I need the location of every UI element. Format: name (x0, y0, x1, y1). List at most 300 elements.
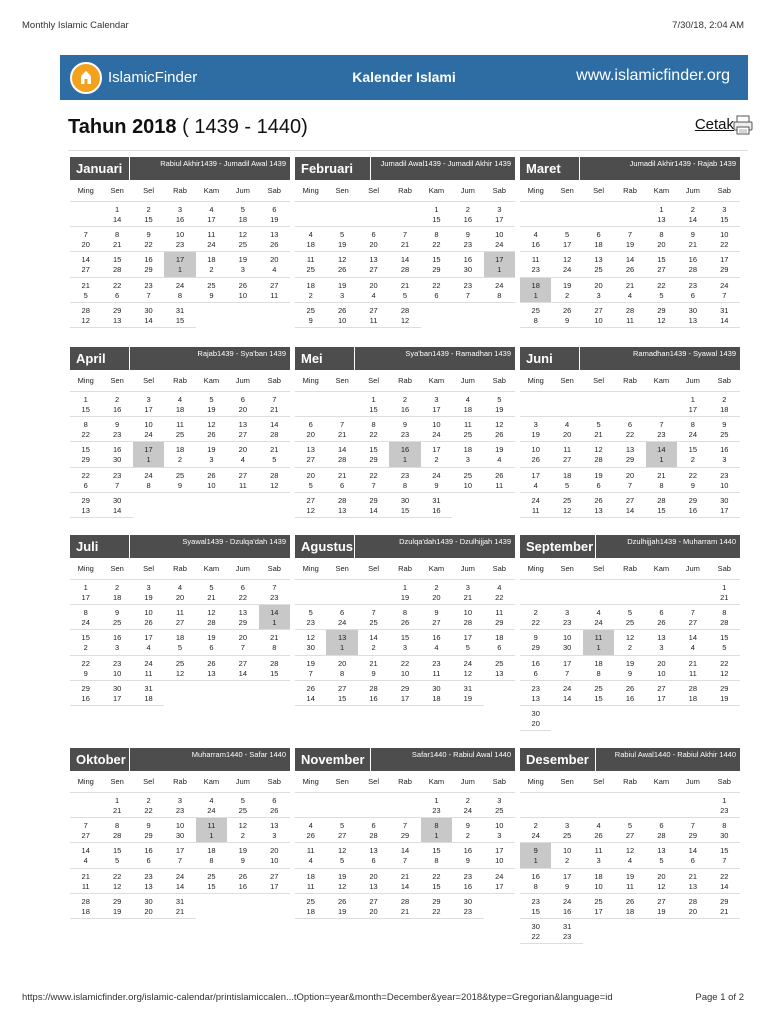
day-cell[interactable] (452, 468, 483, 493)
day-cell[interactable] (326, 894, 357, 919)
day-cell[interactable] (646, 843, 677, 868)
day-cell[interactable] (677, 417, 708, 442)
day-cell[interactable] (101, 202, 132, 227)
day-cell[interactable] (520, 252, 551, 277)
day-cell[interactable] (227, 468, 258, 493)
day-cell[interactable] (295, 818, 326, 843)
day-cell[interactable] (583, 894, 614, 919)
day-cell[interactable] (133, 793, 164, 818)
day-cell[interactable] (551, 442, 582, 467)
day-cell[interactable] (709, 580, 740, 605)
day-cell[interactable] (133, 417, 164, 442)
day-cell[interactable] (452, 252, 483, 277)
day-cell[interactable] (259, 580, 290, 605)
day-cell[interactable] (358, 818, 389, 843)
day-cell[interactable] (164, 818, 195, 843)
day-cell[interactable] (133, 818, 164, 843)
day-cell[interactable] (133, 843, 164, 868)
day-cell[interactable] (259, 843, 290, 868)
day-cell[interactable] (196, 278, 227, 303)
day-cell[interactable] (196, 227, 227, 252)
day-cell[interactable] (646, 442, 677, 467)
day-cell[interactable] (259, 227, 290, 252)
day-cell[interactable] (133, 278, 164, 303)
day-cell[interactable] (259, 468, 290, 493)
day-cell[interactable] (389, 252, 420, 277)
day-cell[interactable] (520, 894, 551, 919)
day-cell[interactable] (70, 303, 101, 328)
day-cell[interactable] (295, 278, 326, 303)
day-cell[interactable] (452, 417, 483, 442)
day-cell[interactable] (295, 468, 326, 493)
day-cell[interactable] (520, 227, 551, 252)
day-cell[interactable] (421, 227, 452, 252)
day-cell[interactable] (421, 656, 452, 681)
day-cell[interactable] (389, 894, 420, 919)
day-cell[interactable] (520, 630, 551, 655)
day-cell[interactable] (164, 442, 195, 467)
day-cell[interactable] (326, 869, 357, 894)
day-cell[interactable] (452, 278, 483, 303)
day-cell[interactable] (709, 493, 740, 518)
day-cell[interactable] (259, 869, 290, 894)
day-cell[interactable] (295, 442, 326, 467)
day-cell[interactable] (227, 605, 258, 630)
day-cell[interactable] (709, 468, 740, 493)
day-cell[interactable] (101, 605, 132, 630)
day-cell[interactable] (421, 818, 452, 843)
day-cell[interactable] (227, 252, 258, 277)
day-cell[interactable] (101, 894, 132, 919)
day-cell[interactable] (133, 202, 164, 227)
day-cell[interactable] (358, 252, 389, 277)
day-cell[interactable] (646, 894, 677, 919)
day-cell[interactable] (709, 227, 740, 252)
day-cell[interactable] (421, 252, 452, 277)
day-cell[interactable] (583, 843, 614, 868)
day-cell[interactable] (358, 630, 389, 655)
day-cell[interactable] (101, 869, 132, 894)
day-cell[interactable] (677, 442, 708, 467)
day-cell[interactable] (358, 442, 389, 467)
day-cell[interactable] (677, 630, 708, 655)
day-cell[interactable] (677, 894, 708, 919)
day-cell[interactable] (101, 303, 132, 328)
day-cell[interactable] (70, 869, 101, 894)
day-cell[interactable] (101, 417, 132, 442)
day-cell[interactable] (259, 818, 290, 843)
day-cell[interactable] (101, 252, 132, 277)
day-cell[interactable] (646, 303, 677, 328)
day-cell[interactable] (358, 894, 389, 919)
day-cell[interactable] (227, 869, 258, 894)
day-cell[interactable] (677, 252, 708, 277)
day-cell[interactable] (421, 468, 452, 493)
day-cell[interactable] (614, 894, 645, 919)
day-cell[interactable] (709, 202, 740, 227)
day-cell[interactable] (196, 869, 227, 894)
day-cell[interactable] (583, 227, 614, 252)
day-cell[interactable] (227, 793, 258, 818)
day-cell[interactable] (133, 468, 164, 493)
day-cell[interactable] (551, 818, 582, 843)
day-cell[interactable] (709, 843, 740, 868)
day-cell[interactable] (421, 580, 452, 605)
day-cell[interactable] (520, 442, 551, 467)
day-cell[interactable] (196, 202, 227, 227)
day-cell[interactable] (614, 227, 645, 252)
day-cell[interactable] (70, 392, 101, 417)
day-cell[interactable] (389, 442, 420, 467)
day-cell[interactable] (133, 442, 164, 467)
day-cell[interactable] (164, 894, 195, 919)
day-cell[interactable] (520, 843, 551, 868)
day-cell[interactable] (614, 869, 645, 894)
day-cell[interactable] (70, 278, 101, 303)
day-cell[interactable] (583, 442, 614, 467)
day-cell[interactable] (164, 656, 195, 681)
day-cell[interactable] (70, 681, 101, 706)
day-cell[interactable] (227, 417, 258, 442)
day-cell[interactable] (259, 202, 290, 227)
day-cell[interactable] (70, 493, 101, 518)
day-cell[interactable] (520, 417, 551, 442)
day-cell[interactable] (709, 278, 740, 303)
day-cell[interactable] (551, 252, 582, 277)
day-cell[interactable] (389, 681, 420, 706)
day-cell[interactable] (484, 392, 515, 417)
day-cell[interactable] (227, 818, 258, 843)
day-cell[interactable] (389, 818, 420, 843)
day-cell[interactable] (295, 656, 326, 681)
day-cell[interactable] (677, 493, 708, 518)
day-cell[interactable] (646, 681, 677, 706)
day-cell[interactable] (583, 605, 614, 630)
day-cell[interactable] (295, 252, 326, 277)
day-cell[interactable] (551, 843, 582, 868)
day-cell[interactable] (677, 392, 708, 417)
day-cell[interactable] (358, 417, 389, 442)
day-cell[interactable] (101, 818, 132, 843)
day-cell[interactable] (551, 919, 582, 944)
day-cell[interactable] (164, 580, 195, 605)
day-cell[interactable] (421, 843, 452, 868)
day-cell[interactable] (101, 392, 132, 417)
day-cell[interactable] (614, 818, 645, 843)
day-cell[interactable] (614, 605, 645, 630)
day-cell[interactable] (358, 468, 389, 493)
day-cell[interactable] (646, 630, 677, 655)
day-cell[interactable] (358, 392, 389, 417)
day-cell[interactable] (551, 681, 582, 706)
day-cell[interactable] (452, 843, 483, 868)
day-cell[interactable] (259, 417, 290, 442)
day-cell[interactable] (259, 392, 290, 417)
day-cell[interactable] (326, 681, 357, 706)
day-cell[interactable] (421, 278, 452, 303)
day-cell[interactable] (227, 278, 258, 303)
day-cell[interactable] (551, 630, 582, 655)
day-cell[interactable] (709, 793, 740, 818)
day-cell[interactable] (133, 252, 164, 277)
day-cell[interactable] (583, 468, 614, 493)
day-cell[interactable] (484, 656, 515, 681)
day-cell[interactable] (259, 442, 290, 467)
printer-icon[interactable] (732, 114, 754, 136)
day-cell[interactable] (101, 227, 132, 252)
day-cell[interactable] (520, 706, 551, 731)
day-cell[interactable] (389, 580, 420, 605)
day-cell[interactable] (614, 681, 645, 706)
day-cell[interactable] (326, 656, 357, 681)
day-cell[interactable] (227, 227, 258, 252)
day-cell[interactable] (101, 580, 132, 605)
day-cell[interactable] (389, 843, 420, 868)
day-cell[interactable] (551, 605, 582, 630)
day-cell[interactable] (452, 793, 483, 818)
day-cell[interactable] (164, 392, 195, 417)
day-cell[interactable] (484, 278, 515, 303)
day-cell[interactable] (70, 656, 101, 681)
day-cell[interactable] (295, 894, 326, 919)
day-cell[interactable] (259, 630, 290, 655)
day-cell[interactable] (133, 869, 164, 894)
day-cell[interactable] (421, 894, 452, 919)
day-cell[interactable] (646, 468, 677, 493)
day-cell[interactable] (452, 869, 483, 894)
day-cell[interactable] (709, 656, 740, 681)
day-cell[interactable] (452, 202, 483, 227)
day-cell[interactable] (421, 605, 452, 630)
day-cell[interactable] (196, 630, 227, 655)
day-cell[interactable] (70, 417, 101, 442)
day-cell[interactable] (101, 843, 132, 868)
day-cell[interactable] (583, 278, 614, 303)
day-cell[interactable] (389, 303, 420, 328)
day-cell[interactable] (677, 468, 708, 493)
day-cell[interactable] (452, 227, 483, 252)
day-cell[interactable] (520, 681, 551, 706)
day-cell[interactable] (709, 869, 740, 894)
day-cell[interactable] (614, 843, 645, 868)
day-cell[interactable] (421, 202, 452, 227)
day-cell[interactable] (196, 818, 227, 843)
day-cell[interactable] (484, 417, 515, 442)
day-cell[interactable] (358, 227, 389, 252)
day-cell[interactable] (295, 605, 326, 630)
day-cell[interactable] (326, 278, 357, 303)
day-cell[interactable] (484, 843, 515, 868)
day-cell[interactable] (646, 278, 677, 303)
day-cell[interactable] (196, 392, 227, 417)
print-link[interactable]: Cetak (694, 116, 734, 133)
day-cell[interactable] (484, 793, 515, 818)
day-cell[interactable] (164, 630, 195, 655)
day-cell[interactable] (452, 392, 483, 417)
day-cell[interactable] (227, 580, 258, 605)
day-cell[interactable] (646, 818, 677, 843)
day-cell[interactable] (484, 580, 515, 605)
day-cell[interactable] (101, 493, 132, 518)
day-cell[interactable] (295, 493, 326, 518)
day-cell[interactable] (326, 303, 357, 328)
day-cell[interactable] (389, 417, 420, 442)
day-cell[interactable] (133, 894, 164, 919)
day-cell[interactable] (677, 656, 708, 681)
day-cell[interactable] (326, 493, 357, 518)
day-cell[interactable] (133, 630, 164, 655)
day-cell[interactable] (295, 681, 326, 706)
day-cell[interactable] (583, 630, 614, 655)
day-cell[interactable] (421, 392, 452, 417)
day-cell[interactable] (358, 303, 389, 328)
day-cell[interactable] (646, 252, 677, 277)
day-cell[interactable] (389, 278, 420, 303)
day-cell[interactable] (421, 493, 452, 518)
day-cell[interactable] (389, 468, 420, 493)
day-cell[interactable] (70, 468, 101, 493)
day-cell[interactable] (709, 303, 740, 328)
day-cell[interactable] (164, 468, 195, 493)
day-cell[interactable] (551, 493, 582, 518)
day-cell[interactable] (389, 630, 420, 655)
day-cell[interactable] (326, 417, 357, 442)
day-cell[interactable] (709, 630, 740, 655)
day-cell[interactable] (583, 656, 614, 681)
day-cell[interactable] (551, 468, 582, 493)
day-cell[interactable] (133, 227, 164, 252)
day-cell[interactable] (358, 656, 389, 681)
day-cell[interactable] (70, 580, 101, 605)
day-cell[interactable] (614, 468, 645, 493)
day-cell[interactable] (583, 681, 614, 706)
day-cell[interactable] (389, 227, 420, 252)
day-cell[interactable] (295, 303, 326, 328)
day-cell[interactable] (101, 681, 132, 706)
day-cell[interactable] (133, 605, 164, 630)
day-cell[interactable] (452, 442, 483, 467)
day-cell[interactable] (421, 417, 452, 442)
site-url[interactable]: www.islamicfinder.org (576, 67, 730, 84)
day-cell[interactable] (614, 303, 645, 328)
day-cell[interactable] (551, 227, 582, 252)
day-cell[interactable] (646, 656, 677, 681)
day-cell[interactable] (101, 793, 132, 818)
day-cell[interactable] (709, 252, 740, 277)
day-cell[interactable] (452, 681, 483, 706)
day-cell[interactable] (551, 894, 582, 919)
day-cell[interactable] (484, 630, 515, 655)
day-cell[interactable] (551, 278, 582, 303)
day-cell[interactable] (295, 630, 326, 655)
day-cell[interactable] (709, 818, 740, 843)
day-cell[interactable] (196, 417, 227, 442)
day-cell[interactable] (520, 278, 551, 303)
day-cell[interactable] (389, 493, 420, 518)
day-cell[interactable] (326, 468, 357, 493)
day-cell[interactable] (520, 303, 551, 328)
day-cell[interactable] (259, 278, 290, 303)
day-cell[interactable] (196, 468, 227, 493)
day-cell[interactable] (358, 869, 389, 894)
day-cell[interactable] (295, 843, 326, 868)
day-cell[interactable] (196, 580, 227, 605)
day-cell[interactable] (389, 392, 420, 417)
day-cell[interactable] (196, 793, 227, 818)
day-cell[interactable] (133, 580, 164, 605)
day-cell[interactable] (101, 442, 132, 467)
day-cell[interactable] (551, 303, 582, 328)
day-cell[interactable] (101, 656, 132, 681)
day-cell[interactable] (484, 442, 515, 467)
day-cell[interactable] (196, 252, 227, 277)
day-cell[interactable] (164, 417, 195, 442)
day-cell[interactable] (452, 818, 483, 843)
day-cell[interactable] (520, 869, 551, 894)
day-cell[interactable] (583, 252, 614, 277)
day-cell[interactable] (326, 630, 357, 655)
day-cell[interactable] (484, 605, 515, 630)
day-cell[interactable] (389, 869, 420, 894)
day-cell[interactable] (421, 630, 452, 655)
day-cell[interactable] (614, 278, 645, 303)
day-cell[interactable] (709, 392, 740, 417)
day-cell[interactable] (358, 681, 389, 706)
day-cell[interactable] (196, 442, 227, 467)
day-cell[interactable] (164, 227, 195, 252)
day-cell[interactable] (259, 605, 290, 630)
day-cell[interactable] (358, 843, 389, 868)
day-cell[interactable] (520, 493, 551, 518)
day-cell[interactable] (358, 493, 389, 518)
day-cell[interactable] (358, 278, 389, 303)
day-cell[interactable] (452, 580, 483, 605)
day-cell[interactable] (452, 656, 483, 681)
day-cell[interactable] (164, 793, 195, 818)
day-cell[interactable] (677, 681, 708, 706)
day-cell[interactable] (227, 630, 258, 655)
day-cell[interactable] (421, 869, 452, 894)
day-cell[interactable] (614, 630, 645, 655)
day-cell[interactable] (70, 843, 101, 868)
day-cell[interactable] (646, 493, 677, 518)
day-cell[interactable] (646, 202, 677, 227)
day-cell[interactable] (551, 869, 582, 894)
day-cell[interactable] (452, 894, 483, 919)
day-cell[interactable] (646, 605, 677, 630)
day-cell[interactable] (164, 843, 195, 868)
day-cell[interactable] (259, 252, 290, 277)
day-cell[interactable] (101, 278, 132, 303)
day-cell[interactable] (709, 442, 740, 467)
day-cell[interactable] (484, 252, 515, 277)
day-cell[interactable] (326, 818, 357, 843)
day-cell[interactable] (614, 656, 645, 681)
day-cell[interactable] (583, 417, 614, 442)
day-cell[interactable] (614, 252, 645, 277)
day-cell[interactable] (583, 818, 614, 843)
day-cell[interactable] (70, 227, 101, 252)
day-cell[interactable] (227, 656, 258, 681)
day-cell[interactable] (326, 605, 357, 630)
day-cell[interactable] (677, 869, 708, 894)
day-cell[interactable] (421, 793, 452, 818)
day-cell[interactable] (133, 392, 164, 417)
day-cell[interactable] (484, 202, 515, 227)
day-cell[interactable] (70, 894, 101, 919)
day-cell[interactable] (164, 303, 195, 328)
day-cell[interactable] (520, 468, 551, 493)
